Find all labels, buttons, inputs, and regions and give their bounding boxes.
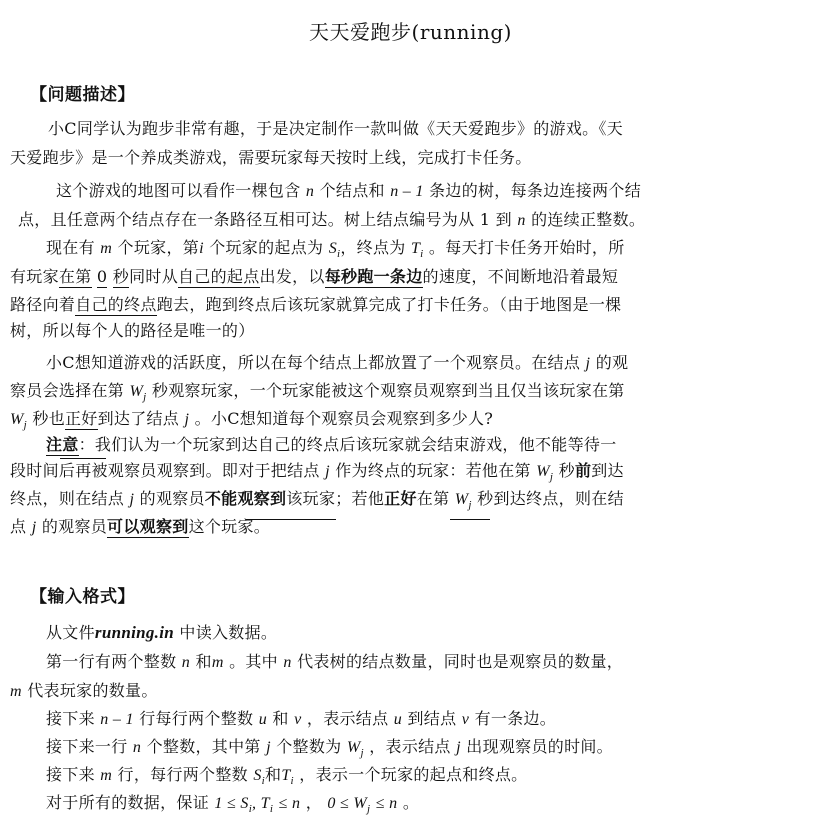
input-line: 接下来 n – 1 行每行两个整数 u 和 v ，表示结点 u 到结点 v 有一条边。 — [46, 709, 557, 728]
problem-line: 有玩家在第 0 秒同时从自己的起点出发，以每秒跑一条边的速度，不间断地沿着最短 — [10, 267, 619, 286]
problem-line: 树，所以每个人的路径是唯一的） — [10, 321, 255, 340]
input-line: 接下来一行 n 个整数，其中第 j 个整数为 $W_j$ ，表示结点 j 出现观察员的时间。 — [46, 737, 613, 760]
problem-line: 察员会选择在第 $W_j$ 秒观察玩家，一个玩家能被这个观察员观察到当且仅当该玩家在第 — [10, 381, 625, 404]
problem-line: 小C想知道游戏的活跃度，所以在每个结点上都放置了一个观察员。在结点 j 的观 — [46, 353, 629, 372]
problem-line: 天爱跑步》是一个养成类游戏，需要玩家每天按时上线，完成打卡任务。 — [10, 148, 532, 167]
problem-line: 点 j 的观察员可以观察到这个玩家。 — [10, 517, 271, 536]
problem-line: 小C同学认为跑步非常有趣，于是决定制作一款叫做《天天爱跑步》的游戏。《天 — [48, 119, 624, 138]
problem-line: 注意：我们认为一个玩家到达自己的终点后该玩家就会结束游戏，他不能等待一 — [46, 435, 617, 454]
input-line: 第一行有两个整数 n 和m 。其中 n 代表树的结点数量，同时也是观察员的数量， — [46, 652, 624, 671]
underline-rule — [450, 519, 490, 520]
input-line: 从文件running.in 中读入数据。 — [46, 623, 278, 642]
input-line: 对于所有的数据，保证 $1 \le S_i$, $T_i \le n$ ， $0 \le W_j \le n$ 。 — [46, 793, 420, 816]
underline-rule — [60, 458, 106, 459]
page-title: 天天爱跑步(running) — [309, 20, 512, 44]
underline-rule — [246, 519, 336, 520]
input-line: 接下来 m 行，每行两个整数 $S_i$和$T_i$ ，表示一个玩家的起点和终点。 — [46, 765, 528, 788]
problem-line: 现在有 m 个玩家，第i 个玩家的起点为 $S_i$，终点为 $T_i$ 。每天打卡任务开始时，所 — [46, 238, 625, 261]
problem-line: $W_j$ 秒也正好到达了结点 j 。小C想知道每个观察员会观察到多少人? — [10, 409, 494, 432]
input-format-heading: 【输入格式】 — [30, 587, 135, 607]
problem-line: 终点，则在结点 j 的观察员不能观察到该玩家；若他正好在第 $W_j$ 秒到达终点，则在结 — [10, 489, 624, 512]
problem-line: 点，且任意两个结点存在一条路径互相可达。树上结点编号为从 1 到 n 的连续正整数。 — [18, 210, 646, 229]
problem-line: 路径向着自己的终点跑去，跑到终点后该玩家就算完成了打卡任务。（由于地图是一棵 — [10, 295, 622, 314]
input-line: m 代表玩家的数量。 — [10, 681, 158, 700]
problem-line: 段时间后再被观察员观察到。即对于把结点 j 作为终点的玩家：若他在第 $W_j$ 秒前到达 — [10, 461, 624, 484]
problem-description-heading: 【问题描述】 — [30, 85, 135, 105]
problem-line: 这个游戏的地图可以看作一棵包含 n 个结点和 n – 1 条边的树，每条边连接两个结 — [56, 181, 641, 200]
